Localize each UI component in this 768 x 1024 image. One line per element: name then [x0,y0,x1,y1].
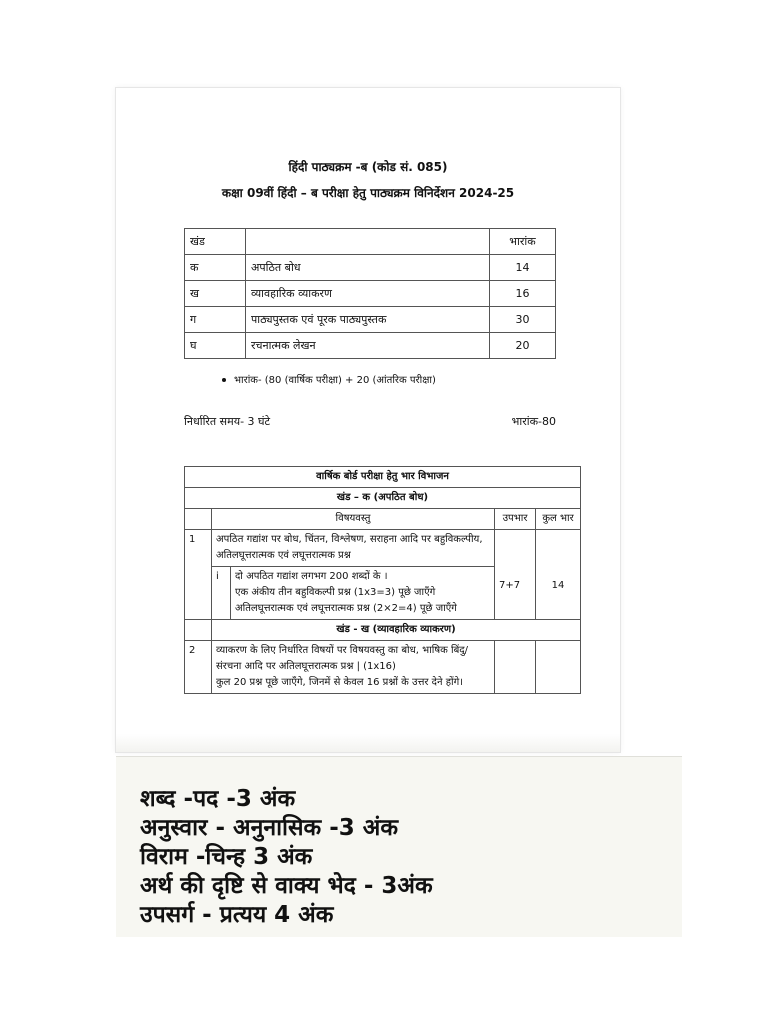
col-total-marks: कुल भार [536,509,581,530]
note-line: उपसर्ग - प्रत्यय 4 अंक [140,902,334,928]
total-marks-value: 14 [536,530,581,620]
table-row [185,255,556,281]
col-content: विषयवस्तु [212,509,495,530]
cell-section: क [185,255,246,281]
page-fade [116,734,620,752]
sub-row-number: i [212,567,231,620]
handwritten-notes-overlay [116,756,682,937]
cell-section: घ [185,333,246,359]
document-page [116,88,620,752]
table-row [185,229,556,255]
blank-cell [185,509,212,530]
table-row [185,281,556,307]
table-row [185,530,581,620]
distribution-title: वार्षिक बोर्ड परीक्षा हेतु भार विभाजन [185,467,581,488]
cell-marks: 16 [490,281,556,307]
bullet-icon [222,378,226,382]
document-subtitle: कक्षा 09वीं हिंदी – ब परीक्षा हेतु पाठ्यक्रम विनिर्देशन 2024-25 [221,186,515,200]
cell-topic: अपठित बोध [246,255,490,281]
note-line: विराम -चिन्ह 3 अंक [140,844,313,870]
table-row [185,307,556,333]
blank-cell [495,641,536,694]
section-b-heading: खंड - ख (व्यावहारिक व्याकरण) [212,620,581,641]
total-marks-label: भारांक-80 [511,415,556,428]
cell-topic: व्यावहारिक व्याकरण [246,281,490,307]
table-row [185,488,581,509]
blank-cell [536,641,581,694]
summary-table [184,228,556,359]
header-marks: भारांक [490,229,556,255]
sub-marks-value: 7+7 [495,530,536,620]
table-row [185,333,556,359]
cell-marks: 30 [490,307,556,333]
cell-marks: 20 [490,333,556,359]
cell-section: ग [185,307,246,333]
sub-row-line: एक अंकीय तीन बहुविकल्पी प्रश्न (1x3=3) पूछे जाएँगे [235,587,436,598]
blank-cell [185,620,212,641]
row-number: 1 [185,530,212,620]
note-line: शब्द -पद -3 अंक [140,786,296,812]
section-a-heading: खंड – क (अपठित बोध) [185,488,581,509]
table-row [185,467,581,488]
table-row [185,641,581,694]
header-section: खंड [185,229,246,255]
row-text: अपठित गद्यांश पर बोध, चिंतन, विश्लेषण, सराहना आदि पर बहुविकल्पीय, अतिलघूत्तरात्मक एवं लघूत्तरात्मक प्रश्न [216,534,483,561]
sub-row-line: दो अपठित गद्यांश लगभग 200 शब्दों के । [235,571,388,582]
note-line: अनुस्वार - अनुनासिक -3 अंक [140,815,399,841]
cell-topic: रचनात्मक लेखन [246,333,490,359]
table-row [185,509,581,530]
cell-marks: 14 [490,255,556,281]
bullet-text: भारांक- (80 (वार्षिक परीक्षा) + 20 (आंतरिक परीक्षा) [234,375,436,386]
row-text: व्याकरण के लिए निर्धारित विषयों पर विषयवस्तु का बोध, भाषिक बिंदु/ संरचना आदि पर अतिलघूत्तरात्मक प्रश्न | (1x16) [216,645,468,672]
table-row [185,620,581,641]
sub-row-line: अतिलघूत्तरात्मक एवं लघूत्तरात्मक प्रश्न (2×2=4) पूछे जाएँगे [235,603,457,614]
note-line: अर्थ की दृष्टि से वाक्य भेद - 3अंक [140,873,433,899]
row-number: 2 [185,641,212,694]
time-label: निर्धारित समय- 3 घंटे [184,415,271,428]
marks-bullet [222,372,436,386]
row-text: कुल 20 प्रश्न पूछे जाएँगे, जिनमें से केवल 16 प्रश्नों के उत्तर देने होंगे। [216,677,464,688]
header-topic [246,229,490,255]
col-sub-marks: उपभार [495,509,536,530]
document-title: हिंदी पाठ्यक्रम -ब (कोड सं. 085) [288,160,448,174]
cell-section: ख [185,281,246,307]
distribution-table [184,466,581,694]
cell-topic: पाठ्यपुस्तक एवं पूरक पाठ्यपुस्तक [246,307,490,333]
